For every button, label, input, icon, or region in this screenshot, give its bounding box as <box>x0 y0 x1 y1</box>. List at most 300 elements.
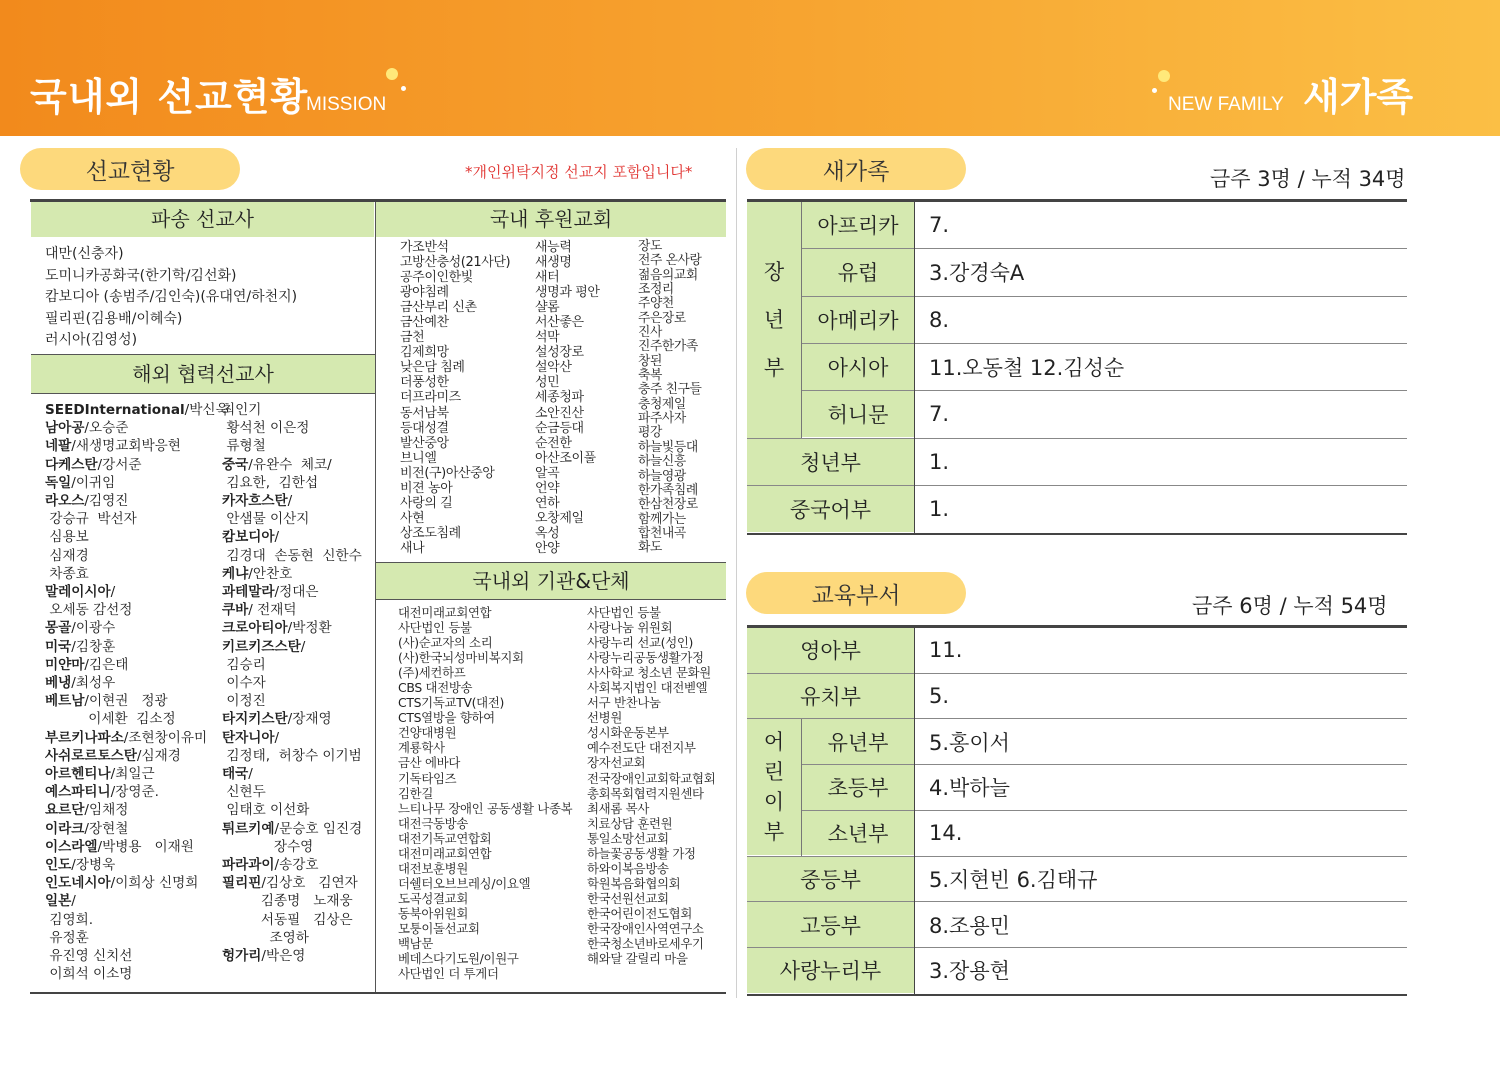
label-divider <box>914 628 915 994</box>
list-item <box>45 892 229 910</box>
list-item <box>45 638 229 656</box>
missionary-names: 이희석 이소명 <box>45 966 133 983</box>
list-item: 생명과 평안 <box>535 285 600 301</box>
list-item <box>222 911 362 929</box>
missionary-names: /이광수 <box>71 620 116 637</box>
missionary-names: /장병욱 <box>71 857 116 874</box>
country-name: 부르키나파소 <box>45 729 124 746</box>
missionary-names: 강승규 박선자 <box>45 511 137 528</box>
list-item <box>45 801 229 819</box>
new-family-count: 금주 3명 / 누적 34명 <box>1210 167 1406 191</box>
list-item: 하늘신흥 <box>638 454 686 470</box>
list-item: 아산조이풀 <box>535 450 596 466</box>
missionary-names: 이정진 <box>222 693 266 710</box>
sent-header: 파송 선교사 <box>31 202 374 237</box>
missionary-names: 황석천 이은정 <box>222 420 310 437</box>
list-item: 최새롬 목사 <box>587 800 649 816</box>
country-name: 몽골 <box>45 620 72 637</box>
missionary-names: 차종효 <box>45 565 89 582</box>
list-item: 사현 <box>400 510 425 526</box>
country-name: 미얀마 <box>45 656 85 673</box>
list-item: 상조도침례 <box>400 525 461 541</box>
table-bottom-border <box>747 533 1407 535</box>
row-label: 중등부 <box>747 857 914 902</box>
missionary-names: /정대은 <box>274 584 319 601</box>
row-value: 11. <box>929 638 963 663</box>
mission-label: MISSION <box>306 94 387 115</box>
list-item: 대전보훈병원 <box>398 860 469 876</box>
list-item <box>45 929 229 947</box>
missionary-names: /최성우 <box>71 675 116 692</box>
country-name: 독일 <box>45 474 72 491</box>
missionary-names: 조영하 <box>222 929 309 946</box>
country-name: 과테말라 <box>222 584 275 601</box>
list-item <box>222 583 362 601</box>
list-item: 충청제일 <box>638 396 686 412</box>
missionary-names: 안샘물 이산지 <box>222 511 310 528</box>
missionary-names: 심용보 <box>45 529 89 546</box>
missionary-names: /이현권 정광 <box>84 693 168 710</box>
list-item <box>222 456 362 474</box>
list-item <box>45 619 229 637</box>
list-item: 사단법인 등불 <box>587 605 661 620</box>
missionary-names: /안찬호 <box>248 565 293 582</box>
list-item: 기독타임즈 <box>398 770 457 786</box>
list-item: 가조반석 <box>400 240 449 255</box>
list-item: 대전극동방송 <box>398 815 469 831</box>
list-item <box>222 729 362 747</box>
list-item <box>45 547 229 565</box>
country-name: 필리핀 <box>222 875 262 892</box>
country-name: 헝가리 <box>222 948 262 965</box>
list-item <box>45 911 229 929</box>
country-name: 남아공 <box>45 420 85 437</box>
list-item: 대전미래교회연합 <box>398 845 492 861</box>
list-item: 건양대병원 <box>398 725 457 741</box>
list-item: 금천 <box>400 330 425 346</box>
list-item: 연하 <box>535 495 560 511</box>
missionary-names: /문승호 임진경 <box>274 820 363 837</box>
country-name: 튀르키예 <box>222 820 275 837</box>
list-item <box>222 856 362 874</box>
dot-icon <box>386 68 398 80</box>
list-item: (사)한국뇌성마비복지회 <box>398 650 524 666</box>
list-item <box>45 783 229 801</box>
list-item <box>45 856 229 874</box>
list-item: 장도 <box>638 239 662 254</box>
list-item: 하늘영광 <box>638 468 686 484</box>
list-item: 사회복지법인 대전벧엘 <box>587 680 708 696</box>
row-label: 소년부 <box>802 811 914 856</box>
missionary-names: 김정태, 허창수 이기범 <box>222 747 362 764</box>
list-item: 새생명 <box>535 255 572 271</box>
row-value: 1. <box>929 496 950 521</box>
institution-list-2 <box>587 605 715 966</box>
list-item <box>45 965 229 983</box>
country-name: 타지키스탄 <box>222 711 288 728</box>
missionary-names: / <box>274 729 280 746</box>
country-name: 일본 <box>45 893 72 910</box>
missionary-names: /오승준 <box>84 420 129 437</box>
row-value: 7. <box>929 402 950 427</box>
group-label-char: 린 <box>763 760 785 785</box>
header-banner <box>0 0 1500 136</box>
list-item <box>222 783 362 801</box>
country-name: 카자흐스탄 <box>222 493 288 510</box>
list-item: 하늘꽃공동생활 가정 <box>587 845 696 861</box>
country-name: 중국 <box>222 456 249 473</box>
missionary-names: /새생명교회박응현 <box>71 438 181 455</box>
list-item <box>45 565 229 583</box>
list-item: 공주이인한빛 <box>400 270 473 286</box>
row-label: 고등부 <box>747 902 914 947</box>
row-value: 5. <box>929 684 950 709</box>
list-item: 고방산충성(21사단) <box>400 255 511 271</box>
table-bottom-border <box>30 992 726 994</box>
list-item: 주은장로 <box>638 310 686 326</box>
domestic-list-1 <box>400 240 510 556</box>
missionary-names: / <box>110 584 116 601</box>
row-label: 중국어부 <box>747 486 914 532</box>
list-item: 함께가는 <box>638 511 686 527</box>
list-item <box>222 638 362 656</box>
group-label-char: 부 <box>763 355 785 380</box>
list-item: 사랑누리 선교(성인) <box>587 635 694 651</box>
group-label-char: 부 <box>763 820 785 845</box>
list-item <box>45 601 229 619</box>
row-value: 11.오동철 12.김성순 <box>929 356 1125 381</box>
list-item: 샬롬 <box>535 300 560 316</box>
list-item: 순전한 <box>535 435 572 451</box>
list-item: 장자선교회 <box>587 755 646 771</box>
mission-pill: 선교현황 <box>20 148 240 190</box>
missionary-names: /장재영 <box>287 711 332 728</box>
list-item: 모퉁이돌선교회 <box>398 920 480 936</box>
mission-note: *개인위탁지정 선교지 포함입니다* <box>465 163 693 181</box>
list-item: 충주 친구들 <box>638 382 702 398</box>
list-item: 세종청파 <box>535 390 584 406</box>
list-item <box>222 674 362 692</box>
list-item <box>222 874 362 892</box>
group-label-char: 년 <box>763 307 785 332</box>
missionary-names: /심재경 <box>136 747 181 764</box>
missionary-names: 서동필 김상은 <box>222 911 353 928</box>
row-label: 초등부 <box>802 765 914 810</box>
list-item: 총회목회협력지원센타 <box>587 785 704 801</box>
list-item: 도미니카공화국(한기학/김선화) <box>45 267 237 284</box>
list-item <box>222 929 362 947</box>
list-item: 파주사자 <box>638 411 686 427</box>
missionary-names: 최인기 <box>222 402 262 418</box>
missionary-names: 김종명 노재웅 <box>222 893 353 910</box>
row-value: 8.조용민 <box>929 913 1010 938</box>
list-item: 필리핀(김용배/이혜숙) <box>45 310 183 327</box>
list-item: 더풍성한 <box>400 375 449 391</box>
list-item: 광야침례 <box>400 285 449 301</box>
list-item <box>222 892 362 910</box>
group-label <box>747 719 801 855</box>
country-name: 요르단 <box>45 802 85 819</box>
column-divider <box>736 148 737 998</box>
list-item <box>222 510 362 528</box>
country-name: 미국 <box>45 638 72 655</box>
list-item <box>222 838 362 856</box>
country-name: 키르키즈스탄 <box>222 638 301 655</box>
list-item: 캄보디아 (송범주/김인숙)(유대연/하천지) <box>45 289 298 305</box>
list-item: 하늘빛등대 <box>638 439 698 455</box>
country-name: 이스라엘 <box>45 838 98 855</box>
divider-line <box>801 719 802 856</box>
list-item <box>45 401 229 419</box>
list-item: 서구 반찬나눔 <box>587 695 661 711</box>
list-item: 화도 <box>638 540 662 556</box>
row-label: 사랑누리부 <box>747 948 914 993</box>
country-name: 말레이시아 <box>45 584 111 601</box>
list-item: 느티나무 장애인 공동생활 나종복 <box>398 800 573 816</box>
missionary-names: 김요한, 김한섭 <box>222 474 319 491</box>
table-bottom-border <box>747 994 1407 996</box>
list-item <box>45 874 229 892</box>
list-item: 알곡 <box>535 465 560 481</box>
list-item <box>222 692 362 710</box>
row-value: 1. <box>929 449 950 474</box>
list-item: 언약 <box>535 480 560 496</box>
list-item: 축복 <box>638 368 662 384</box>
missionary-names: 이수자 <box>222 675 266 692</box>
list-item <box>222 747 362 765</box>
divider-line <box>31 393 375 394</box>
list-item <box>45 456 229 474</box>
missionary-names: /강서준 <box>97 456 142 473</box>
country-name: 사쉬로르토스탄 <box>45 747 137 764</box>
list-item <box>222 547 362 565</box>
country-name: 아르헨티나 <box>45 766 111 783</box>
list-item: 주양천 <box>638 296 674 312</box>
list-item <box>222 601 362 619</box>
list-item <box>45 419 229 437</box>
country-name: 케냐 <box>222 565 249 582</box>
missionary-names: 신현두 <box>222 784 266 801</box>
row-label: 청년부 <box>747 439 914 485</box>
list-item <box>45 474 229 492</box>
row-label: 아프리카 <box>802 202 914 248</box>
institution-list-1 <box>398 605 572 981</box>
list-item: 조정리 <box>638 282 674 298</box>
row-label: 유럽 <box>802 249 914 295</box>
list-item: 러시아(김영성) <box>45 332 138 348</box>
list-item: CTS열방을 향하여 <box>398 710 495 726</box>
missionary-names: /박병용 이재원 <box>97 838 194 855</box>
list-item: 사사학교 청소년 문화원 <box>587 665 711 681</box>
list-item: 설성장로 <box>535 345 584 361</box>
list-item: (주)세컨하프 <box>398 665 466 681</box>
dot-icon <box>1158 70 1170 82</box>
country-name: 다케스탄 <box>45 456 98 473</box>
missionary-names: / <box>248 766 253 783</box>
list-item <box>222 765 362 783</box>
education-count: 금주 6명 / 누적 54명 <box>1192 594 1388 618</box>
list-item <box>45 656 229 674</box>
missionary-names: 장수영 <box>222 838 314 855</box>
institution-header: 국내외 기관&단체 <box>376 563 726 599</box>
list-item: 옥성 <box>535 525 560 541</box>
row-value: 3.장용현 <box>929 959 1010 984</box>
missionary-names: / <box>274 529 280 546</box>
list-item: CTS기독교TV(대전) <box>398 695 505 711</box>
row-label: 아시아 <box>802 344 914 390</box>
list-item: 브니엘 <box>400 450 437 466</box>
missionary-names: /박신욱 <box>184 402 229 418</box>
education-pill: 교육부서 <box>746 572 966 614</box>
list-item <box>45 674 229 692</box>
row-value: 14. <box>929 821 963 846</box>
list-item <box>45 838 229 856</box>
list-item: 해와달 갈릴리 마을 <box>587 951 688 967</box>
country-name: 이라크 <box>45 820 85 837</box>
list-item: 낮은담 침례 <box>400 360 465 376</box>
country-name: 베트남 <box>45 693 85 710</box>
country-name: 네팔 <box>45 438 72 455</box>
page-title: 국내외 선교현황 <box>30 75 309 119</box>
new-family-label: NEW FAMILY <box>1168 94 1284 115</box>
list-item: 진주한가족 <box>638 339 698 355</box>
list-item: 예수전도단 대전지부 <box>587 740 696 756</box>
overseas-list-1 <box>45 401 229 984</box>
list-item: 설악산 <box>535 360 572 376</box>
page-title-right: 새가족 <box>1303 75 1414 119</box>
missionary-names: /최일근 <box>110 766 155 783</box>
group-label-char: 어 <box>763 730 785 755</box>
list-item: 한가족침례 <box>638 482 698 498</box>
missionary-names: /임채정 <box>84 802 129 819</box>
overseas-list-2 <box>222 401 362 965</box>
list-item <box>45 820 229 838</box>
list-item <box>45 510 229 528</box>
list-item: 진사 <box>638 325 662 341</box>
list-item: 전국장애인교회학교협회 <box>587 770 716 786</box>
list-item: 사랑의 길 <box>400 495 453 511</box>
list-item <box>222 492 362 510</box>
list-item: 새능력 <box>535 240 572 255</box>
list-item <box>45 492 229 510</box>
list-item: 치료상담 훈련원 <box>587 815 673 831</box>
list-item: 사단법인 더 투게더 <box>398 966 499 982</box>
list-item: 비전(구)아산중앙 <box>400 465 495 481</box>
list-item <box>45 765 229 783</box>
missionary-names: / <box>300 638 306 655</box>
country-name: 크로아티아 <box>222 620 288 637</box>
missionary-names: / <box>71 893 76 910</box>
overseas-header: 해외 협력선교사 <box>31 355 375 393</box>
list-item: 금산예찬 <box>400 315 449 331</box>
country-name: 캄보디아 <box>222 529 275 546</box>
country-name: 베냉 <box>45 675 72 692</box>
list-item: 등대성결 <box>400 420 449 436</box>
list-item <box>222 528 362 546</box>
list-item: 더프라미즈 <box>400 390 461 406</box>
missionary-names: /김영진 <box>84 493 129 510</box>
list-item: 새터 <box>535 270 560 286</box>
list-item: 석막 <box>535 330 560 346</box>
row-value: 4.박하늘 <box>929 776 1010 801</box>
row-value: 5.홍이서 <box>929 730 1010 755</box>
domestic-list-3 <box>638 240 701 556</box>
list-item: 동북아위원회 <box>398 905 469 921</box>
list-item: 비젼 농아 <box>400 480 453 496</box>
list-item: 안양 <box>535 540 560 556</box>
list-item: 평강 <box>638 425 662 441</box>
country-name: 탄자니아 <box>222 729 275 746</box>
sent-list <box>45 244 297 352</box>
list-item <box>222 801 362 819</box>
row-label: 영아부 <box>747 628 914 673</box>
list-item: 사랑누리공동생활가정 <box>587 650 704 666</box>
list-item <box>222 474 362 492</box>
list-item: 학원복음화협의회 <box>587 875 681 891</box>
list-item: (사)순교자의 소리 <box>398 635 493 651</box>
missionary-names: 김승리 <box>222 656 266 673</box>
list-item: 김제희망 <box>400 345 449 361</box>
list-item <box>222 656 362 674</box>
divider-line <box>376 599 726 600</box>
list-item: 금산부리 신촌 <box>400 300 477 316</box>
country-name: 예스파티니 <box>45 784 111 801</box>
list-item <box>45 947 229 965</box>
row-label: 허니문 <box>802 391 914 437</box>
list-item: 창된 <box>638 353 662 369</box>
missionary-names: 김영희. <box>45 911 94 928</box>
row-label: 유치부 <box>747 674 914 719</box>
list-item: 백남문 <box>398 936 434 952</box>
list-item <box>45 583 229 601</box>
list-item <box>222 565 362 583</box>
missionary-names: /박은영 <box>261 948 306 965</box>
missionary-names: /장현철 <box>84 820 129 837</box>
missionary-names: 김경대 손동현 신한수 <box>222 547 362 564</box>
missionary-names: /유완수 체코/ <box>248 456 332 473</box>
missionary-names: /김상호 김연자 <box>261 875 358 892</box>
list-item <box>45 528 229 546</box>
missionary-names: /김창훈 <box>71 638 116 655</box>
list-item: 한국선원선교회 <box>587 890 669 906</box>
country-name: SEEDInternational <box>45 402 185 418</box>
list-item: 한국장애인사역연구소 <box>587 920 704 936</box>
list-item: 베데스다기도원/이원구 <box>398 951 519 967</box>
list-item: 도곡성결교회 <box>398 890 469 906</box>
list-item: 하와이복음방송 <box>587 860 669 876</box>
list-item <box>45 747 229 765</box>
country-name: 인도네시아 <box>45 875 111 892</box>
list-item: 금산 에바다 <box>398 755 460 771</box>
list-item: 김한길 <box>398 785 434 801</box>
country-name: 파라과이 <box>222 857 275 874</box>
missionary-names: /박정환 <box>287 620 332 637</box>
missionary-names: / <box>287 493 293 510</box>
list-item: 발산중앙 <box>400 435 449 451</box>
list-item: 서산좋은 <box>535 315 584 331</box>
list-item <box>45 729 229 747</box>
list-item: 성민 <box>535 375 560 391</box>
list-item <box>222 401 362 419</box>
missionary-names: 유정훈 <box>45 929 89 946</box>
list-item: 성시화운동본부 <box>587 725 669 741</box>
group-label <box>747 202 801 438</box>
list-item: 새나 <box>400 540 425 556</box>
list-item <box>222 619 362 637</box>
list-item: 소안진산 <box>535 405 584 421</box>
domestic-list-2 <box>535 240 600 556</box>
missionary-names: 류형철 <box>222 438 266 455</box>
